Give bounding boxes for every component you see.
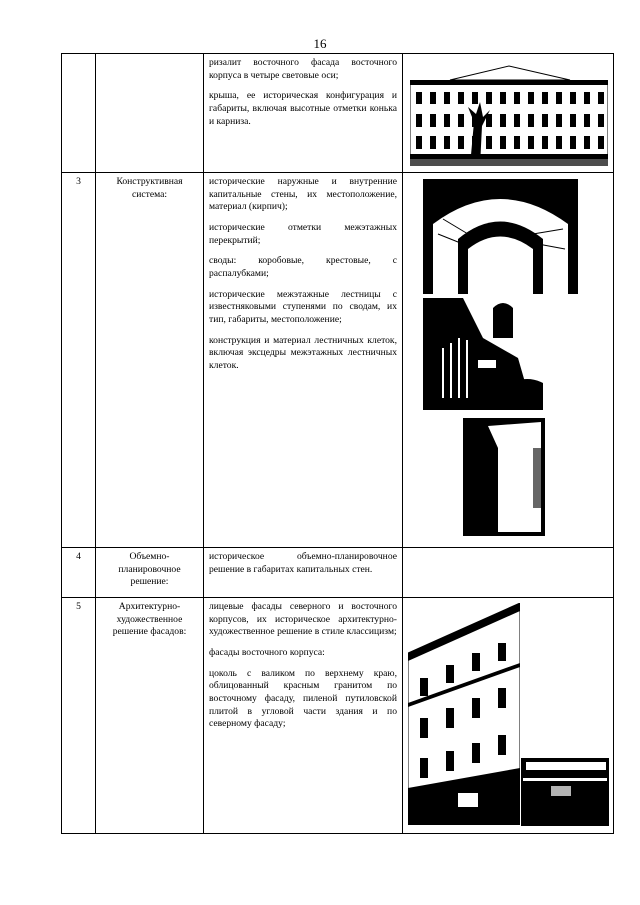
description-item: исторические отметки межэтажных перекрытий; [209,221,397,246]
page-number: 16 [313,36,327,51]
row-name [96,54,204,173]
row-name: Объемно-планировочное решение: [96,548,204,598]
table-row [62,54,614,173]
table-row [62,548,614,598]
row-number [62,54,96,173]
row-number: 5 [62,598,96,834]
document-table [61,53,614,834]
description-item: конструкция и материал лестничных клеток, включая эксцедры межэтажных лестничных клеток. [209,334,397,371]
building-corner-photo [408,603,520,825]
row-name: Конструктивная система: [96,173,204,548]
description-item: своды: коробовые, крестовые, с распалубками; [209,255,397,279]
row-description [204,598,403,834]
stairwell-photo [463,418,545,536]
row-description [204,54,403,173]
photo-cell [403,173,614,548]
photo-cell [403,598,614,834]
street-photo [521,748,609,826]
table-row [62,598,614,834]
row-description [204,173,403,548]
description-item: ризалит восточного фасада восточного корпуса в четыре световые оси; [209,57,397,81]
staircase-photo [423,298,573,410]
row-number: 4 [62,548,96,598]
photo-cell [403,548,614,598]
vault-photo [423,179,578,294]
table-row [62,173,614,548]
description-item: исторические наружные и внутренние капитальные стены, их местоположение, материал (кирпич); [209,176,397,213]
description-item: цоколь с валиком по верхнему краю, облицованный красным гранитом по восточному фасаду, пиленой путиловской плитой в угловой части здания и по северному фасаду; [209,667,397,730]
facade-photo [410,62,608,166]
description-item: фасады восточного корпуса: [209,646,325,658]
description-item: лицевые фасады северного и восточного корпусов, их историческое архитектурно-художественное решение в стиле классицизм; [209,601,397,638]
row-number: 3 [62,173,96,548]
description-item: историческое объемно-планировочное решение в габаритах капитальных стен. [209,551,397,575]
row-description [204,548,403,598]
description-item: исторические межэтажные лестницы с известняковыми ступенями по сводам, их тип, габариты, местоположение; [209,288,397,325]
row-name: Архитектурно-художественное решение фасадов: [96,598,204,834]
description-item: крыша, ее историческая конфигурация и габариты, включая высотные отметки конька и карниза. [209,90,397,127]
photo-cell [403,54,614,173]
